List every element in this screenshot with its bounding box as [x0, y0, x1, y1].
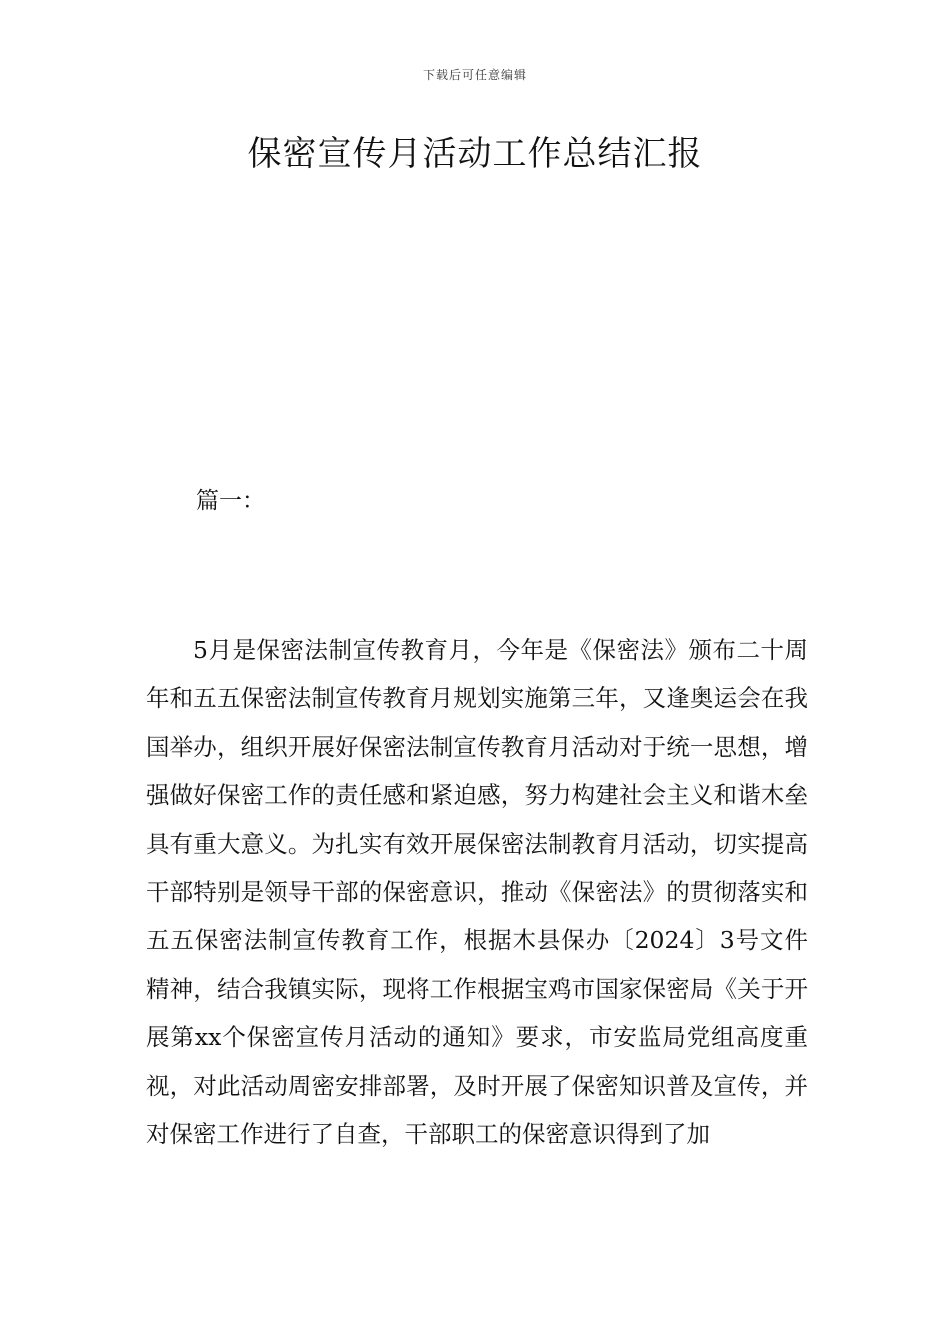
header-note: 下载后可任意编辑 [422, 68, 527, 82]
document-title: 保密宣传月活动工作总结汇报 [247, 134, 703, 174]
section-heading: 篇一： [196, 488, 265, 514]
body-paragraph: 5月是保密法制宣传教育月，今年是《保密法》颁布二十周年和五五保密法制宣传教育月规划实施第三年，又逢奥运会在我国举办，组织开展好保密法制宣传教育月活动对于统一思想，增强做好保密工作的责任感和紧迫感，努力构建社会主义和谐木垒具有重大意义。为扎实有效开展保密法制教育月活动，切实提高干部特别是领导干部的保密意识，推动《保密法》的贯彻落实和五五保密法制宣传教育工作，根据木县保办〔2024〕3号文件精神，结合我镇实际，现将工作根据宝鸡市国家保密局《关于开展第xx个保密宣传月活动的通知》要求，市安监局党组高度重视，对此活动周密安排部署，及时开展了保密知识普及宣传，并对保密工作进行了自查，干部职工的保密意识得到了加 [146, 636, 808, 1149]
